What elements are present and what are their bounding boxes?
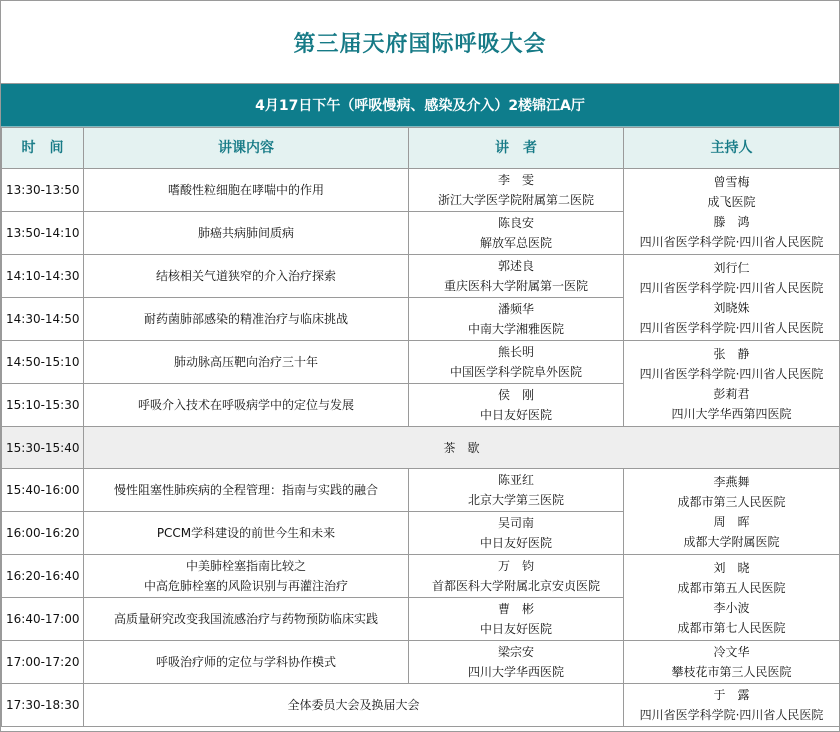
break-label: 茶 歇 xyxy=(84,427,840,469)
break-row xyxy=(2,427,840,469)
table-row xyxy=(2,641,840,684)
host-org: 四川省医学科学院·四川省人民医院 xyxy=(639,366,824,381)
time-cell: 15:10-15:30 xyxy=(2,384,84,427)
speaker-cell xyxy=(409,341,624,384)
host-cell xyxy=(624,469,840,555)
speaker-org: 中日友好医院 xyxy=(479,408,552,422)
speaker-org: 四川大学华西医院 xyxy=(467,665,564,679)
table-row xyxy=(2,469,840,512)
speaker-name: 陈良安 xyxy=(497,216,534,230)
speaker-name: 陈亚红 xyxy=(497,473,534,487)
host-org: 攀枝花市第三人民医院 xyxy=(671,665,792,679)
speaker-org: 中日友好医院 xyxy=(479,622,552,636)
speaker-cell xyxy=(409,598,624,641)
session-banner: 4月17日下午（呼吸慢病、感染及介入）2楼锦江A厅 xyxy=(1,84,839,127)
speaker-name: 熊长明 xyxy=(497,345,534,359)
host-cell xyxy=(624,684,840,727)
host-org: 四川大学华西第四医院 xyxy=(671,406,792,421)
speaker-cell xyxy=(409,298,624,341)
time-cell: 17:30-18:30 xyxy=(2,684,84,727)
host-name: 彭莉君 xyxy=(713,386,750,401)
page-title: 第三届天府国际呼吸大会 xyxy=(293,31,547,57)
speaker-cell xyxy=(409,384,624,427)
table-row xyxy=(2,169,840,212)
time-cell: 13:30-13:50 xyxy=(2,169,84,212)
speaker-org: 中日友好医院 xyxy=(479,536,552,550)
time-cell: 15:30-15:40 xyxy=(2,427,84,469)
table-row xyxy=(2,255,840,298)
speaker-org: 解放军总医院 xyxy=(479,236,552,250)
table-row xyxy=(2,684,840,727)
topic-line: 中美肺栓塞指南比较之 xyxy=(185,559,306,573)
speaker-cell xyxy=(409,641,624,684)
time-cell: 16:40-17:00 xyxy=(2,598,84,641)
host-org: 四川省医学科学院·四川省人民医院 xyxy=(639,234,824,249)
header-topic: 讲课内容 xyxy=(84,128,409,169)
host-cell xyxy=(624,255,840,341)
speaker-name: 潘频华 xyxy=(497,302,534,316)
host-name: 刘 晓 xyxy=(713,560,750,575)
time-cell: 14:10-14:30 xyxy=(2,255,84,298)
table-row xyxy=(2,341,840,384)
host-name: 刘晓姝 xyxy=(713,300,750,315)
speaker-org: 首都医科大学附属北京安贞医院 xyxy=(431,579,600,593)
topic-cell: 高质量研究改变我国流感治疗与药物预防临床实践 xyxy=(84,598,409,641)
table-row xyxy=(2,555,840,598)
topic-cell: 肺动脉高压靶向治疗三十年 xyxy=(84,341,409,384)
topic-cell xyxy=(84,555,409,598)
topic-cell: 呼吸治疗师的定位与学科协作模式 xyxy=(84,641,409,684)
host-name: 曾雪梅 xyxy=(713,174,750,189)
host-org: 四川省医学科学院·四川省人民医院 xyxy=(639,708,824,722)
time-cell: 14:50-15:10 xyxy=(2,341,84,384)
host-name: 刘行仁 xyxy=(713,260,750,275)
speaker-name: 梁宗安 xyxy=(497,645,534,659)
host-name: 滕 鸿 xyxy=(713,214,750,229)
speaker-org: 重庆医科大学附属第一医院 xyxy=(443,279,588,293)
speaker-name: 李 雯 xyxy=(497,173,534,187)
speaker-org: 中国医学科学院阜外医院 xyxy=(449,365,582,379)
time-cell: 16:00-16:20 xyxy=(2,512,84,555)
speaker-name: 万 钧 xyxy=(497,559,534,573)
header-row xyxy=(2,128,840,169)
speaker-cell xyxy=(409,212,624,255)
topic-cell: 耐药菌肺部感染的精准治疗与临床挑战 xyxy=(84,298,409,341)
speaker-org: 中南大学湘雅医院 xyxy=(467,322,564,336)
header-host: 主持人 xyxy=(624,128,840,169)
speaker-cell xyxy=(409,255,624,298)
host-name: 冷文华 xyxy=(713,645,750,659)
host-cell xyxy=(624,341,840,427)
host-cell xyxy=(624,555,840,641)
speaker-name: 曹 彬 xyxy=(497,602,534,616)
time-cell: 14:30-14:50 xyxy=(2,298,84,341)
speaker-name: 郭述良 xyxy=(497,259,534,273)
host-name: 于 露 xyxy=(713,688,750,702)
speaker-name: 吴司南 xyxy=(497,516,534,530)
speaker-cell xyxy=(409,512,624,555)
host-name: 李燕舞 xyxy=(713,474,750,489)
host-org: 成都市第五人民医院 xyxy=(677,580,786,595)
speaker-cell xyxy=(409,469,624,512)
host-cell xyxy=(624,641,840,684)
speaker-org: 北京大学第三医院 xyxy=(467,493,564,507)
speaker-name: 侯 刚 xyxy=(497,388,534,402)
speaker-org: 浙江大学医学院附属第二医院 xyxy=(437,193,594,207)
host-org: 成飞医院 xyxy=(707,194,756,209)
topic-cell: PCCM学科建设的前世今生和未来 xyxy=(84,512,409,555)
topic-cell: 全体委员大会及换届大会 xyxy=(84,684,624,727)
topic-cell: 嗜酸性粒细胞在哮喘中的作用 xyxy=(84,169,409,212)
host-org: 四川省医学科学院·四川省人民医院 xyxy=(639,280,824,295)
host-name: 李小波 xyxy=(713,600,750,615)
speaker-cell xyxy=(409,555,624,598)
time-cell: 17:00-17:20 xyxy=(2,641,84,684)
topic-cell: 呼吸介入技术在呼吸病学中的定位与发展 xyxy=(84,384,409,427)
header-time: 时 间 xyxy=(2,128,84,169)
time-cell: 13:50-14:10 xyxy=(2,212,84,255)
host-org: 成都市第七人民医院 xyxy=(677,620,786,635)
host-cell xyxy=(624,169,840,255)
topic-cell: 肺癌共病肺间质病 xyxy=(84,212,409,255)
time-cell: 15:40-16:00 xyxy=(2,469,84,512)
host-org: 成都市第三人民医院 xyxy=(677,494,786,509)
topic-cell: 结核相关气道狭窄的介入治疗探索 xyxy=(84,255,409,298)
header-speaker: 讲 者 xyxy=(409,128,624,169)
host-org: 四川省医学科学院·四川省人民医院 xyxy=(639,320,824,335)
host-name: 张 静 xyxy=(713,346,750,361)
title-bar xyxy=(1,1,839,84)
host-org: 成都大学附属医院 xyxy=(683,534,780,549)
time-cell: 16:20-16:40 xyxy=(2,555,84,598)
topic-line: 中高危肺栓塞的风险识别与再灌注治疗 xyxy=(143,579,348,593)
host-name: 周 晖 xyxy=(713,514,750,529)
topic-cell: 慢性阻塞性肺疾病的全程管理：指南与实践的融合 xyxy=(84,469,409,512)
schedule-table xyxy=(1,127,840,727)
speaker-cell xyxy=(409,169,624,212)
